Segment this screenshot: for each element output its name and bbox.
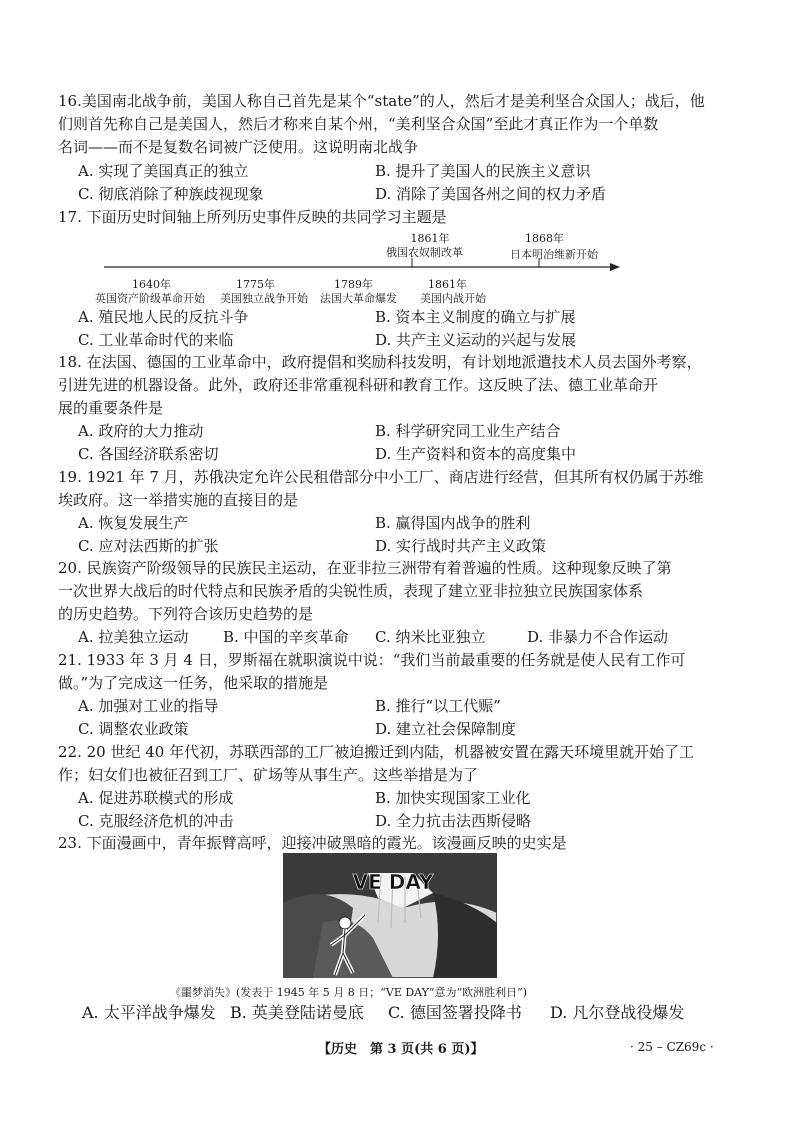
question-17-options bbox=[78, 306, 718, 352]
option-b[interactable]: B. 推行“以工代赈” bbox=[375, 697, 501, 715]
question-17-line: 17. 下面历史时间轴上所列历史事件反映的共同学习主题是 bbox=[58, 208, 447, 226]
option-b[interactable]: B. 中国的辛亥革命 bbox=[223, 628, 349, 646]
question-22-line: 22. 20 世纪 40 年代初，苏联西部的工厂被迫搬迁到内陆，机器被安置在露天环境里就开始了工 bbox=[58, 743, 695, 761]
option-d[interactable]: D. 建立社会保障制度 bbox=[375, 720, 517, 738]
timeline-year: 1789年 bbox=[334, 278, 373, 291]
timeline-year: 1868年 bbox=[525, 232, 564, 245]
question-20 bbox=[58, 557, 738, 626]
option-c[interactable]: C. 应对法西斯的扩张 bbox=[78, 537, 219, 555]
question-18-line: 18. 在法国、德国的工业革命中，政府提倡和奖励科技发明，有计划地派遣技术人员去国外考察， bbox=[58, 353, 702, 371]
option-b[interactable]: B. 科学研究同工业生产结合 bbox=[375, 422, 561, 440]
question-18-line: 展的重要条件是 bbox=[58, 399, 164, 417]
timeline-year: 1775年 bbox=[236, 278, 275, 291]
question-16-line: 16.美国南北战争前，美国人称自己首先是某个“state”的人，然后才是美利坚合众国人；战后，他 bbox=[58, 92, 705, 110]
question-19-line: 埃政府。这一举措实施的直接目的是 bbox=[58, 491, 299, 509]
question-21-line: 做。”为了完成这一任务，他采取的措施是 bbox=[58, 674, 329, 692]
option-c[interactable]: C. 各国经济联系密切 bbox=[78, 445, 219, 463]
page-footer: 【历史 第 3 页(共 6 页)】 bbox=[318, 1042, 484, 1057]
option-b[interactable]: B. 英美登陆诺曼底 bbox=[230, 1003, 364, 1022]
option-a[interactable]: A. 太平洋战争爆发 bbox=[82, 1003, 216, 1022]
option-c[interactable]: C. 德国签署投降书 bbox=[388, 1003, 522, 1022]
option-a[interactable]: A. 拉美独立运动 bbox=[78, 628, 189, 646]
option-d[interactable]: D. 凡尔登战役爆发 bbox=[550, 1003, 685, 1022]
cartoon-caption: 《噩梦消失》(发表于 1945 年 5 月 8 日；“VE DAY”意为“欧洲胜利日”) bbox=[170, 986, 528, 999]
option-b[interactable]: B. 加快实现国家工业化 bbox=[375, 789, 531, 807]
option-a[interactable]: A. 政府的大力推动 bbox=[78, 422, 204, 440]
question-22-options bbox=[78, 787, 718, 833]
question-20-line: 的历史趋势。下列符合该历史趋势的是 bbox=[58, 605, 314, 623]
timeline-event: 法国大革命爆发 bbox=[320, 292, 397, 305]
option-d[interactable]: D. 非暴力不合作运动 bbox=[527, 628, 669, 646]
cartoon-title: VE DAY bbox=[352, 870, 434, 894]
question-18-options bbox=[78, 420, 718, 466]
option-a[interactable]: A. 恢复发展生产 bbox=[78, 514, 189, 532]
question-21-options bbox=[78, 695, 718, 741]
question-22-line: 作；妇女们也被征召到工厂、矿场等从事生产。这些举措是为了 bbox=[58, 766, 479, 784]
timeline-year: 1861年 bbox=[428, 278, 467, 291]
question-20-options bbox=[78, 626, 668, 649]
option-a[interactable]: A. 加强对工业的指导 bbox=[78, 697, 219, 715]
timeline-event: 俄国农奴制改革 bbox=[386, 246, 463, 259]
option-b[interactable]: B. 资本主义制度的确立与扩展 bbox=[375, 308, 576, 326]
question-16-options bbox=[78, 160, 718, 206]
paper-code: · 25 – CZ69c · bbox=[630, 1040, 714, 1054]
question-18 bbox=[58, 351, 738, 420]
question-21 bbox=[58, 649, 738, 695]
question-17 bbox=[58, 206, 738, 229]
option-c[interactable]: C. 调整农业政策 bbox=[78, 720, 189, 738]
timeline-event: 英国资产阶级革命开始 bbox=[95, 292, 205, 305]
option-d[interactable]: D. 消除了美国各州之间的权力矛盾 bbox=[375, 185, 607, 203]
option-b[interactable]: B. 提升了美国人的民族主义意识 bbox=[375, 162, 591, 180]
ve-day-cartoon bbox=[283, 853, 497, 978]
option-c[interactable]: C. 工业革命时代的来临 bbox=[78, 331, 234, 349]
question-19-options bbox=[78, 512, 718, 558]
question-16 bbox=[58, 90, 738, 159]
question-16-line: 名词——而不是复数名词被广泛使用。这说明南北战争 bbox=[58, 138, 419, 156]
timeline-year: 1861年 bbox=[410, 232, 450, 245]
timeline-event: 日本明治维新开始 bbox=[510, 248, 598, 261]
question-21-line: 21. 1933 年 3 月 4 日，罗斯福在就职演说中说：“我们当前最重要的任务就是使人民有工作可 bbox=[58, 651, 686, 669]
question-19 bbox=[58, 466, 738, 512]
question-20-line: 一次世界大战后的时代特点和民族矛盾的尖锐性质，表现了建立亚非拉独立民族国家体系 bbox=[58, 582, 644, 600]
option-a[interactable]: A. 殖民地人民的反抗斗争 bbox=[78, 308, 249, 326]
question-23-line: 23. 下面漫画中，青年振臂高呼，迎接冲破黑暗的霞光。该漫画反映的史实是 bbox=[58, 834, 567, 852]
option-a[interactable]: A. 促进苏联模式的形成 bbox=[78, 789, 234, 807]
option-c[interactable]: C. 彻底消除了种族歧视现象 bbox=[78, 185, 264, 203]
timeline-event: 美国独立战争开始 bbox=[220, 292, 308, 305]
question-22 bbox=[58, 741, 738, 787]
option-c[interactable]: C. 克服经济危机的冲击 bbox=[78, 812, 234, 830]
option-a[interactable]: A. 实现了美国真正的独立 bbox=[78, 162, 249, 180]
question-19-line: 19. 1921 年 7 月，苏俄决定允许公民租借部分中小工厂、商店进行经营，但其所有权仍属于苏维 bbox=[58, 468, 704, 486]
timeline-event: 美国内战开始 bbox=[420, 292, 486, 305]
option-d[interactable]: D. 实行战时共产主义政策 bbox=[375, 537, 547, 555]
question-23 bbox=[58, 832, 738, 855]
timeline-year: 1640年 bbox=[132, 278, 171, 291]
option-d[interactable]: D. 生产资料和资本的高度集中 bbox=[375, 445, 577, 463]
question-20-line: 20. 民族资产阶级领导的民族民主运动，在亚非拉三洲带有着普遍的性质。这种现象反映了第 bbox=[58, 559, 672, 577]
question-23-options bbox=[82, 1001, 684, 1024]
question-16-line: 们则首先称自己是美国人，然后才称来自某个州，“美利坚合众国”至此才真正作为一个单数 bbox=[58, 115, 659, 133]
option-c[interactable]: C. 纳米比亚独立 bbox=[375, 628, 486, 646]
question-18-line: 引进先进的机器设备。此外，政府还非常重视科研和教育工作。这反映了法、德工业革命开 bbox=[58, 376, 659, 394]
option-b[interactable]: B. 赢得国内战争的胜利 bbox=[375, 514, 531, 532]
option-d[interactable]: D. 全力抗击法西斯侵略 bbox=[375, 812, 532, 830]
option-d[interactable]: D. 共产主义运动的兴起与发展 bbox=[375, 331, 577, 349]
